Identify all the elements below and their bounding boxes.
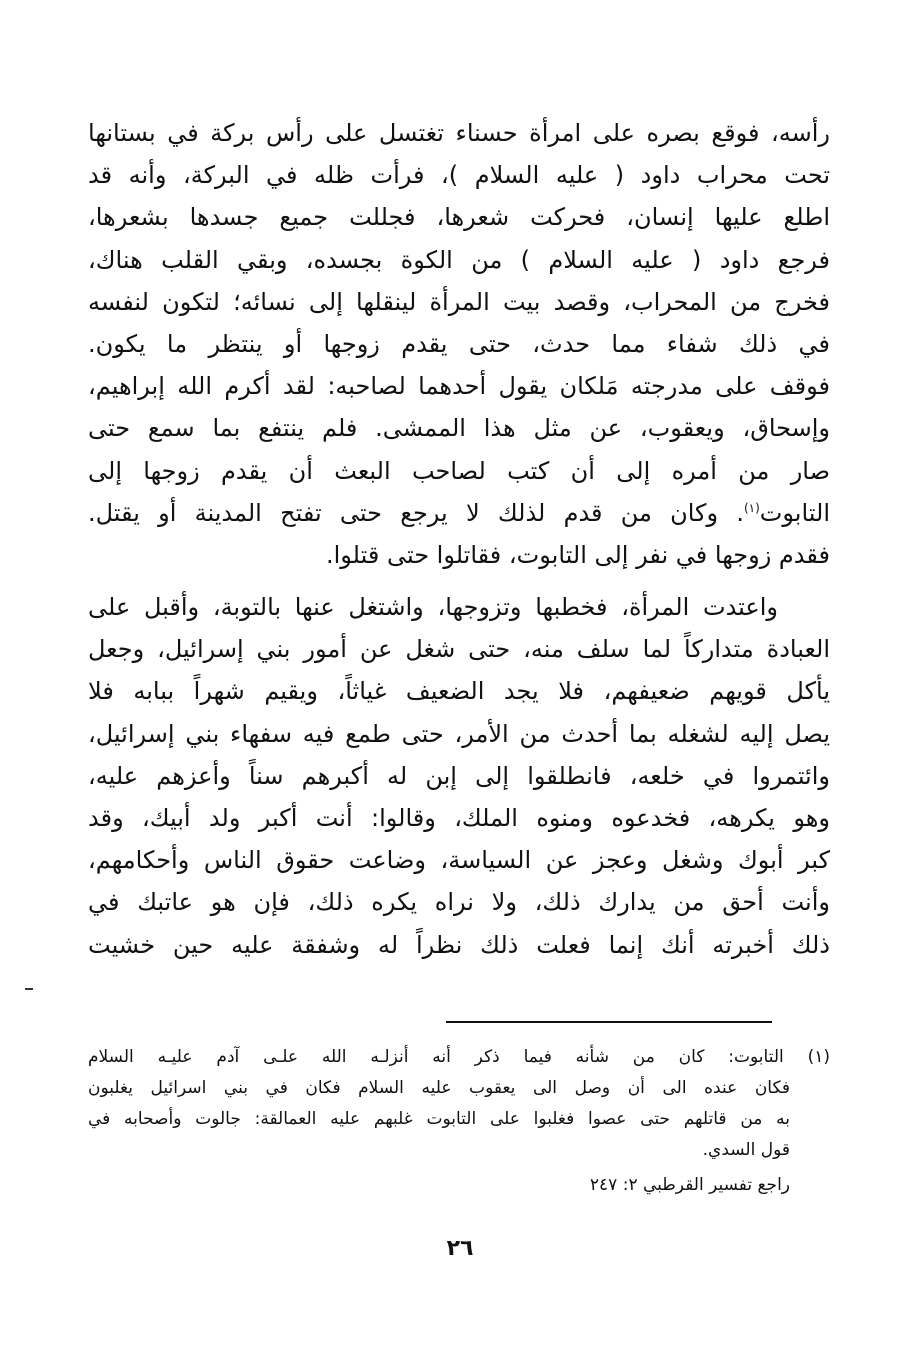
text-line: وهو يكرهه، فخدعوه ومنوه الملك، وقالوا: أنت أكبر ولد أبيك، وقد: [88, 804, 830, 832]
footnote-separator: [446, 1021, 772, 1023]
text-line: فقدم زوجها في نفر إلى التابوت، فقاتلوا حتى قتلوا.: [325, 540, 830, 569]
text-line: العبادة متداركاً لما سلف منه، حتى شغل عن أمور بني إسرائيل، وجعل: [88, 635, 830, 664]
text-line: ذلك أخبرته أنك إنما فعلت ذلك نظراً له وشفقة عليه حين خشيت: [88, 930, 830, 959]
text-line: في ذلك شفاء مما حدث، حتى يقدم زوجها أو ينتظر ما يكون.: [88, 329, 830, 358]
footnote-anchor-word: التابوت: [759, 498, 830, 527]
main-text: [88, 112, 830, 966]
footnotes: [88, 1042, 830, 1201]
text-line: صار من أمره إلى أن كتب لصاحب البعث أن يقدم زوجها إلى: [88, 456, 830, 485]
footnote-line: به من قاتلهم حتى عصوا فغلبوا على التابوت غلبهم عليه العمالقة: جالوت وأصحابه في: [88, 1109, 790, 1129]
text-line-with-footnote: التابوت$^{(١)}$. وكان من قدم لذلك لا يرجع حتى تفتح المدينة أو يقتل.: [88, 498, 830, 527]
text-line: وأنت أحق من يدارك ذلك، ولا نراه يكره ذلك، فإن هو عاتبك في: [88, 888, 830, 917]
text-line: فخرج من المحراب، وقصد بيت المرأة لينقلها إلى نسائه؛ لتكون لنفسه: [88, 287, 830, 316]
footnote-reference: راجع تفسير القرطبي ٢: ٢٤٧: [589, 1175, 790, 1195]
text-line: اطلع عليها إنسان، فحركت شعرها، فجللت جميع جسدها بشعرها،: [88, 203, 830, 232]
text-line: يأكل قويهم ضعيفهم، فلا يجد الضعيف غياثاً، ويقيم شهراً ببابه فلا: [88, 677, 830, 706]
text-line: كبر أبوك وشغل وعجز عن السياسة، وضاعت حقوق الناس وأحكامهم،: [88, 846, 830, 875]
page-number: ٢٦: [446, 1236, 474, 1261]
margin-mark: [25, 988, 33, 990]
text-line: تحت محراب داود ( عليه السلام )، فرأت ظله في البركة، وأنه قد: [88, 161, 830, 190]
text-line: رأسه، فوقع بصره على امرأة حسناء تغتسل على رأس بركة في بستانها: [88, 119, 830, 147]
text-line: واعتدت المرأة، فخطبها وتزوجها، واشتغل عنها بالتوبة، وأقبل على: [88, 593, 778, 622]
text-line: وإسحاق، ويعقوب، عن مثل هذا الممشى. فلم ينتفع بما سمع حتى: [88, 414, 830, 443]
footnote-line: فكان عنده الى أن وصل الى يعقوب عليه السلام فكان في بني اسرائيل يغلبون: [88, 1078, 790, 1098]
footnote-line: (١) التابوت: كان من شأنه فيما ذكر أنه أنزلـه الله علـى آدم عليـه السلام: [88, 1047, 830, 1067]
text-line-rest: وكان من قدم لذلك لا يرجع حتى تفتح المدينة أو يقتل.: [88, 498, 719, 527]
text-line: وائتمروا في خلعه، فانطلقوا إلى إبن له أكبرهم سناً وأعزهم عليه،: [88, 761, 830, 790]
paragraph-gap: [88, 576, 830, 586]
footnote-line: قول السدي.: [702, 1140, 790, 1160]
text-line: فوقف على مدرجته مَلكان يقول أحدهما لصاحبه: لقد أكرم الله إبراهيم،: [88, 372, 830, 401]
text-line: يصل إليه لشغله بما أحدث من الأمر، حتى طمع فيه سفهاء بني إسرائيل،: [88, 719, 830, 748]
text-line: فرجع داود ( عليه السلام ) من الكوة بجسده، وبقي القلب هناك،: [88, 245, 830, 274]
footnote-marker[interactable]: (١): [743, 500, 760, 515]
